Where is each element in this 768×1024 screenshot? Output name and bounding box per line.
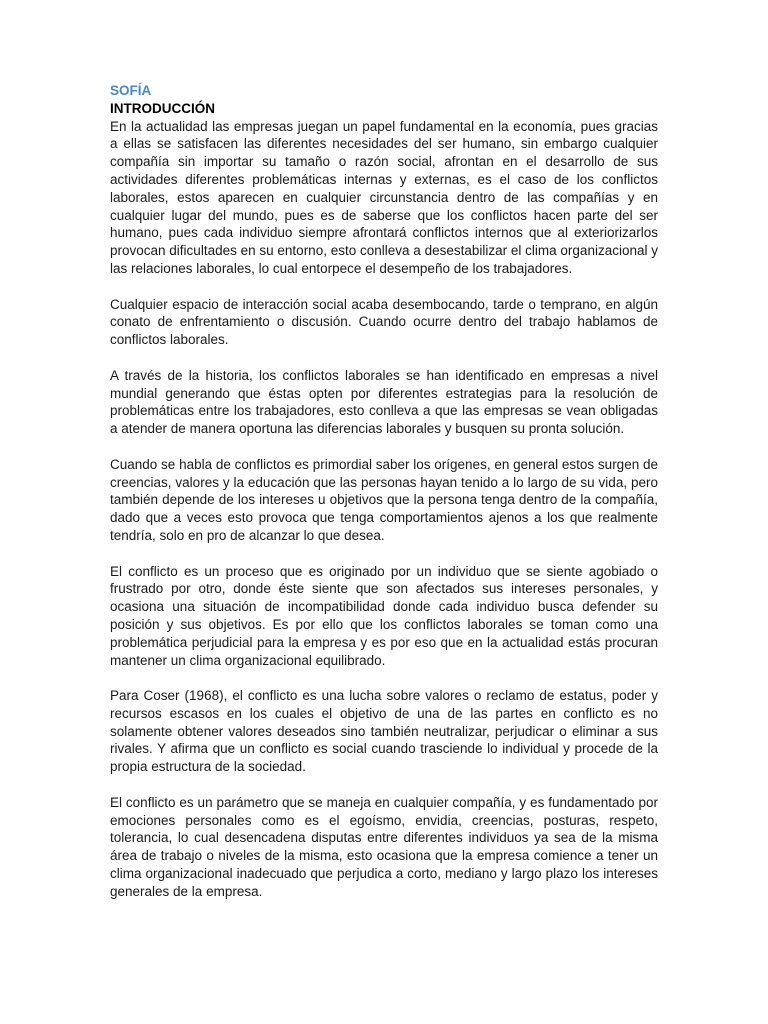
paragraph-4: Cuando se habla de conflictos es primordial saber los orígenes, en general estos surgen de creencias, valores y la educación que las personas hayan tenido a lo largo de su vida, pero también depende de los intereses u objetivos que la persona tenga dentro de la compañía, dado que a veces esto provoca que tenga comportamientos ajenos a los que realmente tendría, solo en pro de alcanzar lo que desea. (110, 456, 658, 543)
paragraph-3: A través de la historia, los conflictos laborales se han identificado en empresas a nivel mundial generando que éstas opten por diferentes estrategias para la resolución de problemáticas entre los trabajadores, esto conlleva a que las empresas se vean obligadas a atender de manera oportuna las diferencias laborales y busquen su pronta solución. (110, 367, 658, 437)
paragraph-7: El conflicto es un parámetro que se maneja en cualquier compañía, y es fundamentado por emociones personales como es el egoísmo, envidia, creencias, posturas, respeto, tolerancia, lo cual desencadena disputas entre diferentes individuos ya sea de la misma área de trabajo o niveles de la misma, esto ocasiona que la empresa comience a tener un clima organizacional inadecuado que perjudica a corto, mediano y largo plazo los intereses generales de la empresa. (110, 794, 658, 899)
document-page (110, 82, 658, 918)
paragraph-6: Para Coser (1968), el conflicto es una lucha sobre valores o reclamo de estatus, poder y recursos escasos en los cuales el objetivo de una de las partes en conflicto es no solamente obtener valores deseados sino también neutralizar, perjudicar o eliminar a sus rivales. Y afirma que un conflicto es social cuando trasciende lo individual y procede de la propia estructura de la sociedad. (110, 688, 658, 775)
section-heading: INTRODUCCIÓN (110, 100, 215, 116)
author-name: SOFÍA (110, 83, 152, 98)
paragraph-1: En la actualidad las empresas juegan un papel fundamental en la economía, pues gracias a ellas se satisfacen las diferentes necesidades del ser humano, sin embargo cualquier compañía sin importar su tamaño o razón social, afrontan en el desarrollo de sus actividades diferentes problemáticas internas y externas, es el caso de los conflictos laborales, estos aparecen en cualquier circunstancia dentro de las compañías y en cualquier lugar del mundo, pues es de saberse que los conflictos hacen parte del ser humano, pues cada individuo siempre afrontará conflictos internos que al exteriorizarlos provocan dificultades en su entorno, esto conlleva a desestabilizar el clima organizacional y las relaciones laborales, lo cual entorpece el desempeño de los trabajadores. (110, 118, 658, 276)
paragraph-5: El conflicto es un proceso que es originado por un individuo que se siente agobiado o frustrado por otro, donde éste siente que son afectados sus intereses personales, y ocasiona una situación de incompatibilidad donde cada individuo busca defender su posición y sus objetivos. Es por ello que los conflictos laborales se toman como una problemática perjudicial para la empresa y es por eso que en la actualidad estás procuran mantener un clima organizacional equilibrado. (110, 563, 658, 668)
paragraph-2: Cualquier espacio de interacción social acaba desembocando, tarde o temprano, en algún conato de enfrentamiento o discusión. Cuando ocurre dentro del trabajo hablamos de conflictos laborales. (110, 296, 658, 348)
